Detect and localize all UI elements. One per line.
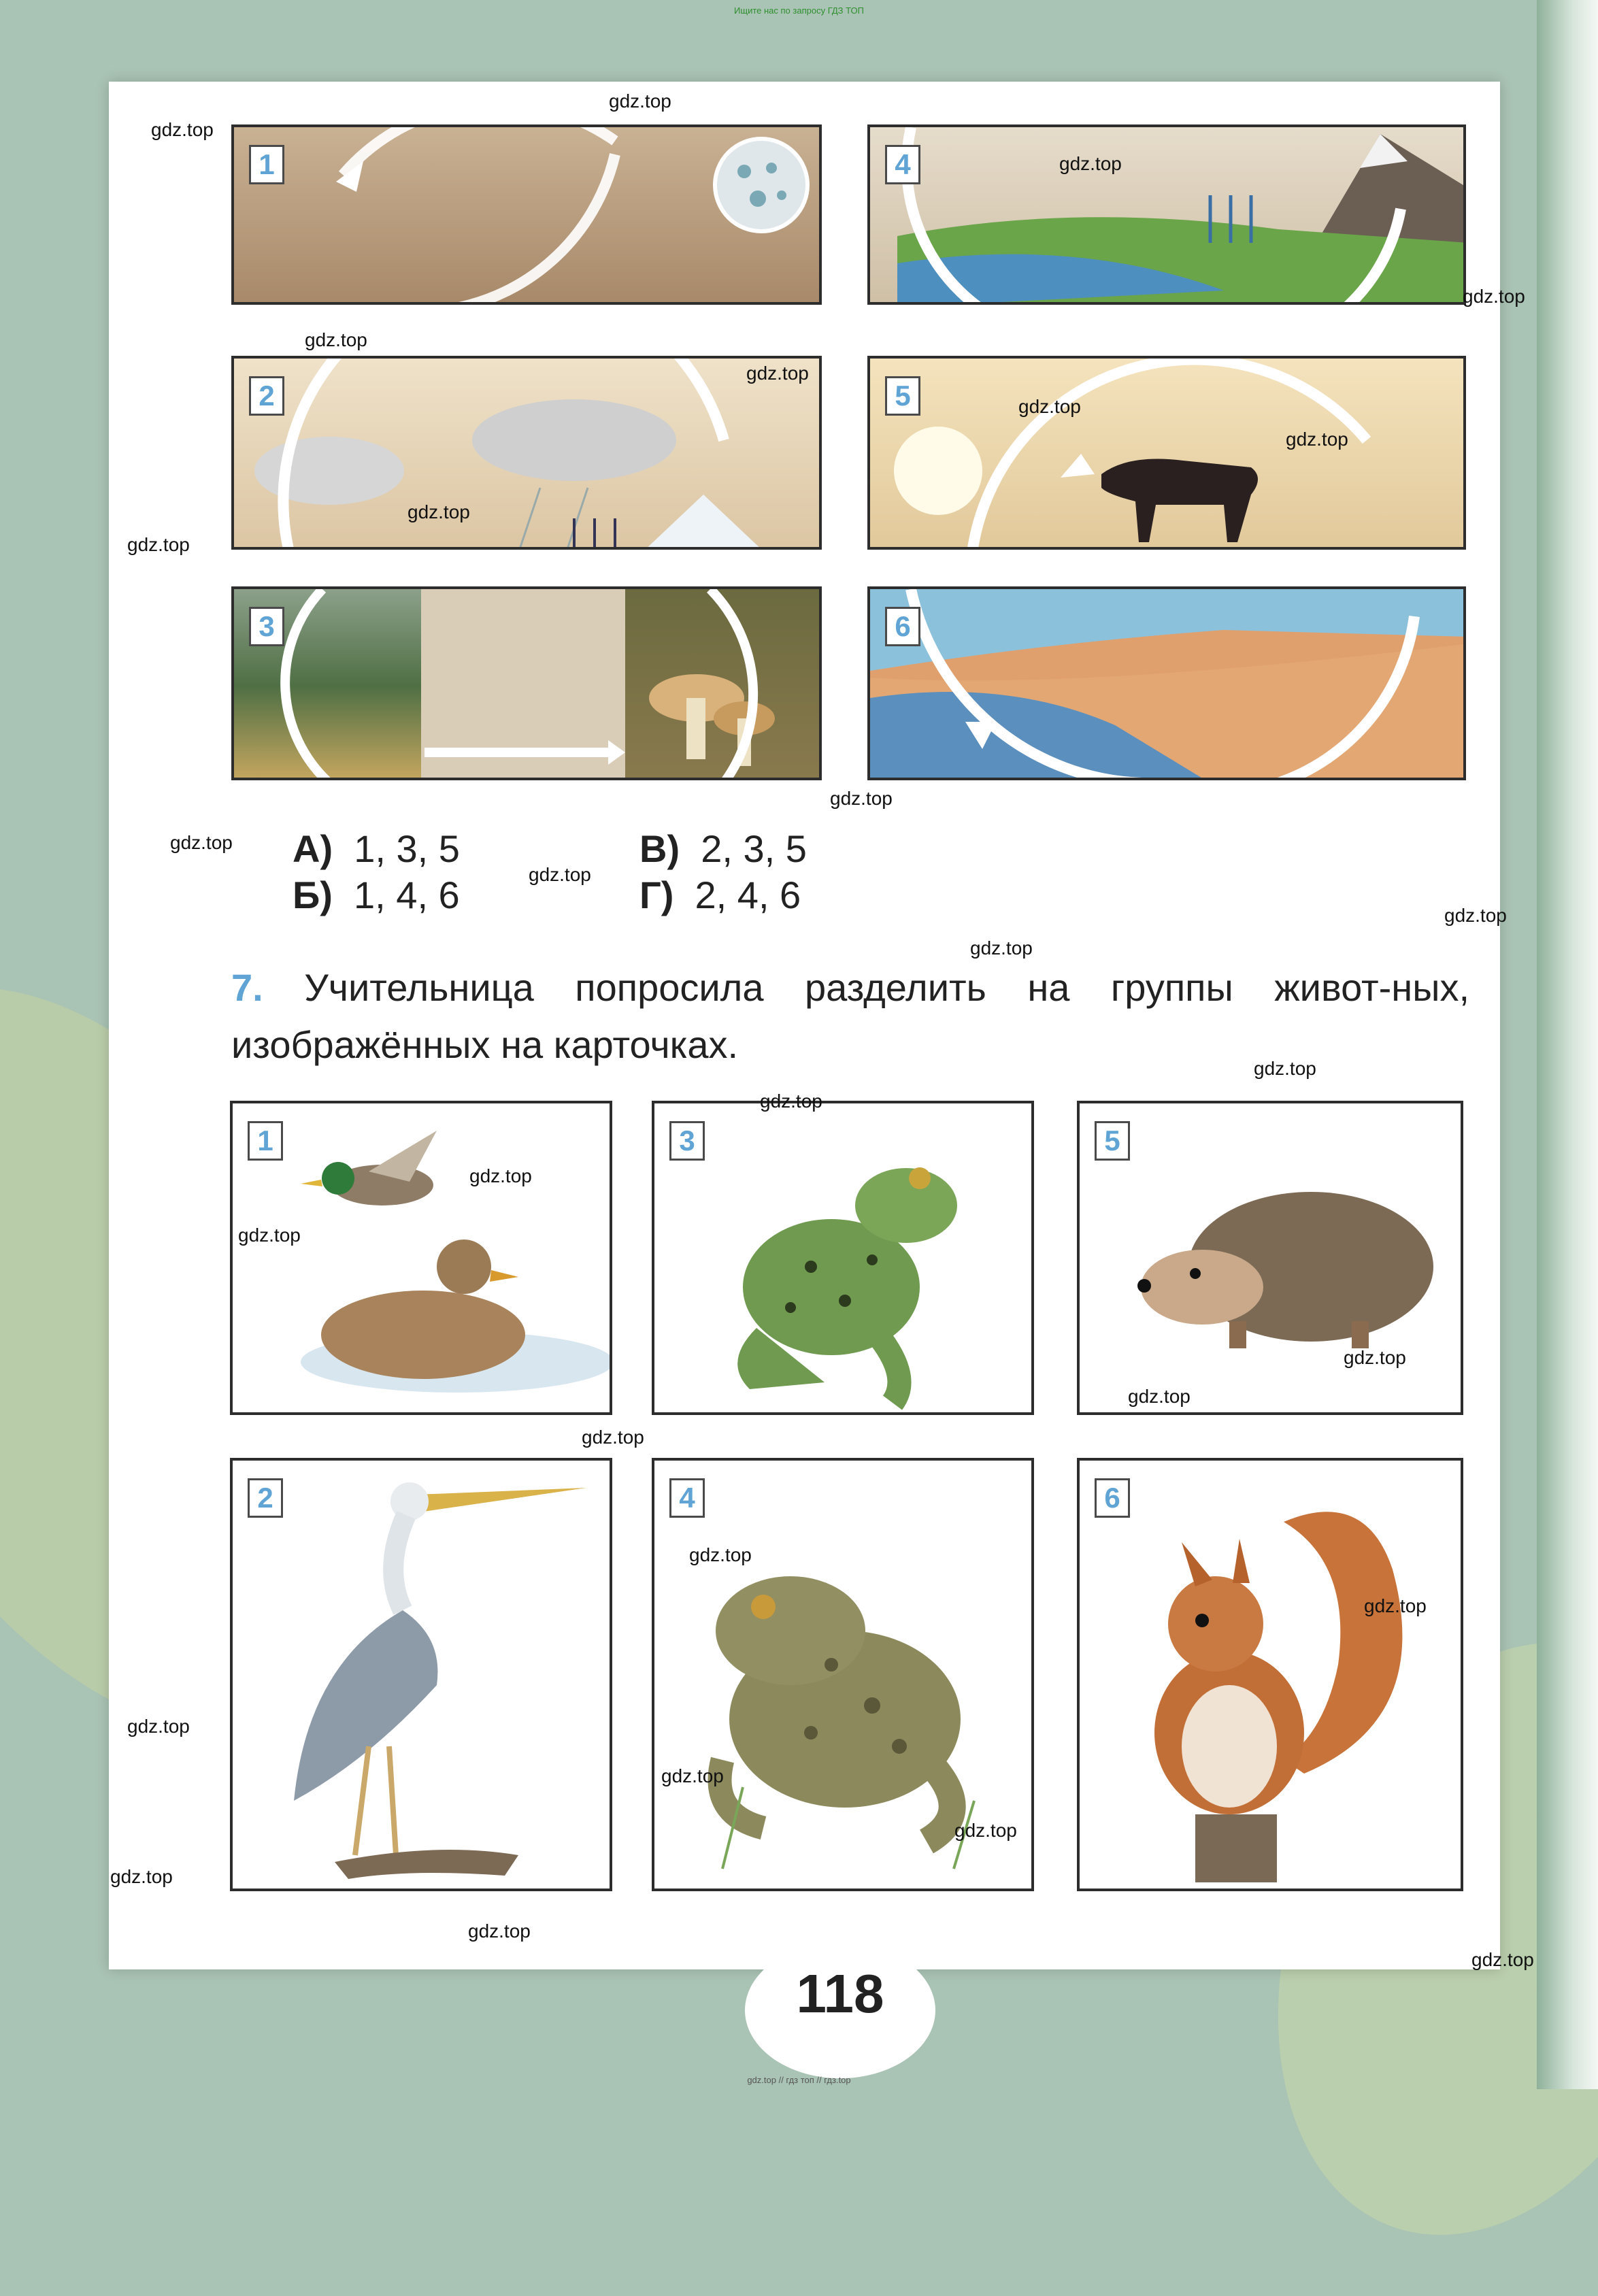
watermark: gdz.top	[151, 119, 214, 140]
watermark: gdz.top	[110, 1866, 173, 1887]
sun-moose-icon	[870, 359, 1466, 550]
card-number: 6	[885, 607, 920, 646]
watermark: gdz.top	[970, 937, 1033, 959]
watermark: gdz.top	[689, 1544, 752, 1565]
animal-card-6[interactable]	[1077, 1458, 1463, 1891]
cycle-card-3[interactable]	[231, 586, 822, 780]
answer-values: 2, 3, 5	[701, 827, 807, 870]
watermark: gdz.top	[1364, 1595, 1427, 1616]
watermark: gdz.top	[609, 90, 671, 112]
clouds-icon	[234, 359, 822, 550]
bacteria-icon	[710, 134, 812, 236]
watermark: gdz.top	[469, 1165, 532, 1186]
watermark: gdz.top	[407, 501, 470, 522]
watermark: gdz.top	[1463, 286, 1525, 307]
cycle-card-5[interactable]	[867, 356, 1466, 550]
watermark: gdz.top	[305, 329, 367, 350]
watermark: gdz.top	[760, 1091, 822, 1112]
watermark: gdz.top	[1128, 1386, 1191, 1407]
mountain-landscape-icon	[870, 127, 1466, 305]
watermark: gdz.top	[529, 864, 591, 885]
heron-icon	[233, 1461, 612, 1891]
frog-icon	[654, 1103, 1034, 1415]
watermark: gdz.top	[170, 832, 233, 853]
card-number: 4	[669, 1478, 705, 1518]
card-number: 3	[669, 1121, 705, 1161]
watermark: gdz.top	[1286, 429, 1348, 450]
watermark: gdz.top	[830, 788, 893, 809]
answer-values: 1, 4, 6	[354, 874, 460, 916]
animal-card-1[interactable]	[230, 1101, 612, 1415]
task-text: Учительница попросила разделить на группы живот-ных, изображённых на карточках.	[231, 966, 1470, 1066]
cycle-card-1[interactable]	[231, 124, 822, 305]
task-7	[231, 959, 1469, 1074]
watermark: gdz.top	[954, 1820, 1017, 1841]
answer-option-a[interactable]	[293, 827, 460, 871]
card-number: 2	[249, 376, 284, 416]
squirrel-icon	[1080, 1461, 1463, 1891]
answer-letter: А)	[293, 827, 333, 870]
answer-values: 2, 4, 6	[695, 874, 801, 916]
watermark: gdz.top	[1471, 1949, 1534, 1970]
card-number: 1	[248, 1121, 283, 1161]
page-number: 118	[796, 1963, 884, 2024]
watermark: gdz.top	[746, 363, 809, 384]
answer-letter: Г)	[639, 874, 674, 916]
watermark: gdz.top	[1444, 905, 1507, 926]
book-spine	[1537, 0, 1598, 2089]
answer-option-d[interactable]	[639, 873, 801, 917]
answer-letter: Б)	[293, 874, 333, 916]
duck-icon	[233, 1103, 612, 1415]
cycle-card-2[interactable]	[231, 356, 822, 550]
header-note: Ищите нас по запросу ГДЗ ТОП	[734, 5, 864, 16]
answer-option-b[interactable]	[293, 873, 460, 917]
watermark: gdz.top	[1059, 153, 1122, 174]
answer-letter: В)	[639, 827, 680, 870]
watermark: gdz.top	[127, 1716, 190, 1737]
task-number: 7.	[231, 966, 263, 1009]
watermark: gdz.top	[127, 534, 190, 555]
watermark: gdz.top	[1018, 396, 1081, 417]
sea-sand-icon	[870, 589, 1466, 780]
cycle-arrow-icon	[234, 589, 822, 780]
card-number: 1	[249, 145, 284, 184]
card-number: 2	[248, 1478, 283, 1518]
watermark: gdz.top	[468, 1920, 531, 1942]
card-number: 4	[885, 145, 920, 184]
cycle-card-4[interactable]	[867, 124, 1466, 305]
watermark: gdz.top	[1254, 1058, 1316, 1079]
watermark: gdz.top	[661, 1765, 724, 1786]
answer-values: 1, 3, 5	[354, 827, 460, 870]
footer-note: gdz.top // гдз топ // гдз.top	[747, 2075, 851, 2085]
animal-card-2[interactable]	[230, 1458, 612, 1891]
card-number: 3	[249, 607, 284, 646]
watermark: gdz.top	[238, 1225, 301, 1246]
animal-card-3[interactable]	[652, 1101, 1034, 1415]
cycle-card-6[interactable]	[867, 586, 1466, 780]
card-number: 5	[885, 376, 920, 416]
watermark: gdz.top	[1344, 1347, 1406, 1368]
card-number: 6	[1095, 1478, 1130, 1518]
watermark: gdz.top	[582, 1427, 644, 1448]
card-number: 5	[1095, 1121, 1130, 1161]
answer-option-c[interactable]	[639, 827, 807, 871]
